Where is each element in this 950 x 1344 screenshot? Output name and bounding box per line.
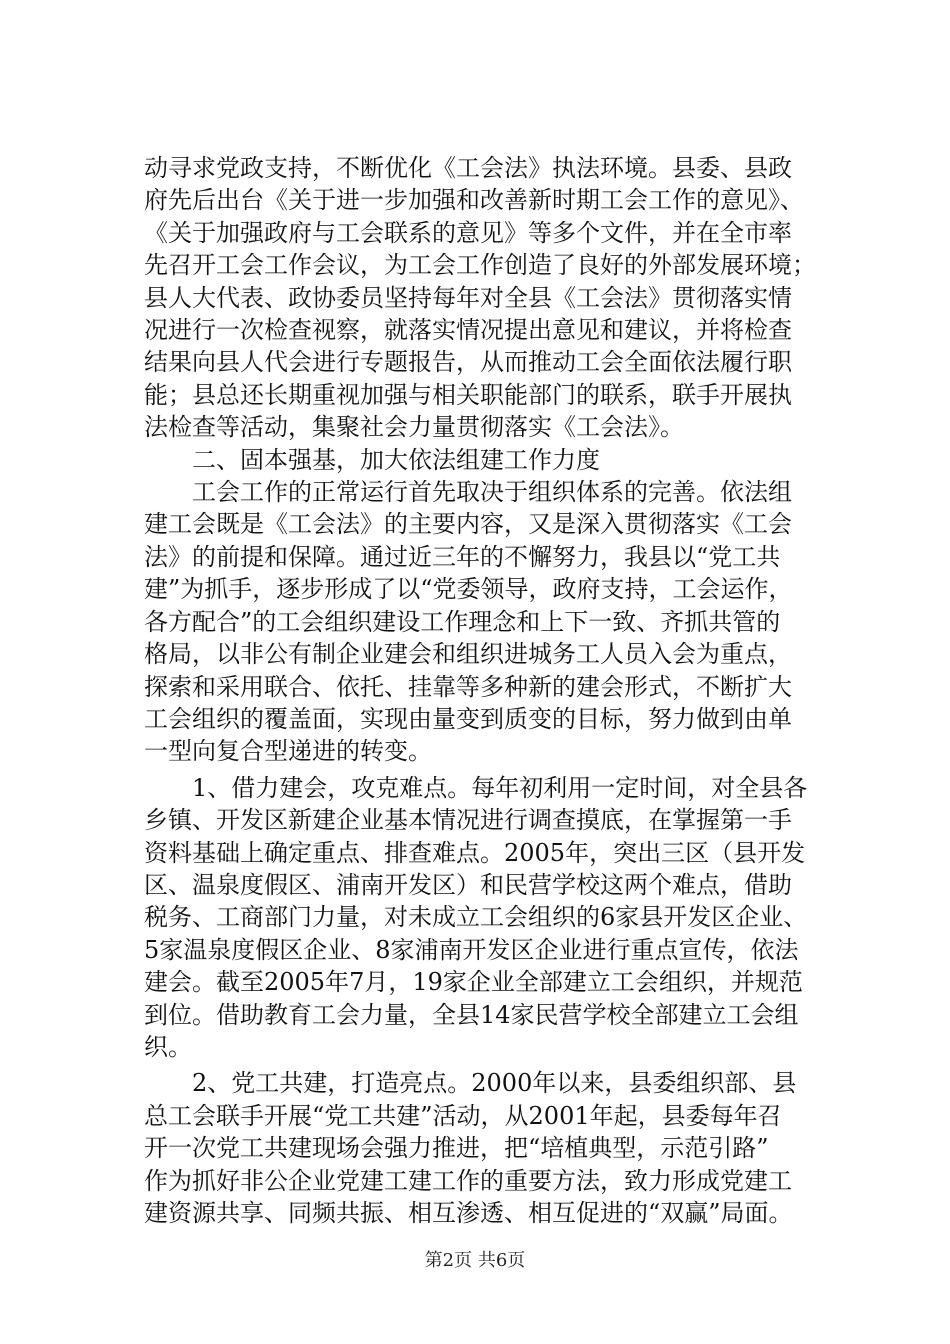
text-line: 建会。截至2005年7月，19家企业全部建立工会组织，并规范	[144, 968, 803, 997]
document-body	[144, 152, 834, 1229]
text-line: 税务、工商部门力量，对未成立工会组织的6家县开发区企业、	[144, 903, 808, 932]
text-line: 5家温泉度假区企业、8家浦南开发区企业进行重点宣传，依法	[144, 935, 799, 964]
text-line: 府先后出台《关于进一步加强和改善新时期工会工作的意见》、	[144, 186, 804, 215]
text-line: 作为抓好非公企业党建工建工作的重要方法，致力形成党建工	[144, 1166, 792, 1195]
text-line: 动寻求党政支持，不断优化《工会法》执法环境。县委、县政	[144, 154, 792, 182]
text-line: 建资源共享、同频共振、相互渗透、相互促进的“双赢”局面。	[144, 1199, 793, 1227]
text-line: 格局，以非公有制企业建会和组织进城务工人员入会为重点，	[144, 640, 792, 669]
text-line: 织。	[144, 1032, 192, 1061]
text-line: 区、温泉度假区、浦南开发区）和民营学校这两个难点，借助	[144, 870, 792, 899]
text-line: 法》的前提和保障。通过近三年的不懈努力，我县以“党工共	[144, 542, 781, 571]
section-heading: 二、固本强基，加大依法组建工作力度	[144, 445, 600, 474]
text-line: 结果向县人代会进行专题报告，从而推动工会全面依法履行职	[144, 348, 792, 377]
text-line: 资料基础上确定重点、排查难点。2005年，突出三区（县开发	[144, 838, 806, 867]
text-line: 况进行一次检查视察，就落实情况提出意见和建议，并将检查	[144, 316, 792, 345]
text-line: 先召开工会工作会议，为工会工作创造了良好的外部发展环境；	[144, 251, 816, 280]
text-line: 能；县总还长期重视加强与相关职能部门的联系，联手开展执	[144, 380, 792, 409]
text-line: 工会工作的正常运行首先取决于组织体系的完善。依法组	[144, 478, 792, 507]
text-line: 总工会联手开展“党工共建”活动，从2001年起，县委每年召	[144, 1101, 782, 1130]
text-line: 2、党工共建，打造亮点。2000年以来，县委组织部、县	[144, 1069, 797, 1098]
text-line: 乡镇、开发区新建企业基本情况进行调查摸底，在掌握第一手	[144, 806, 792, 835]
text-line: 法检查等活动，集聚社会力量贯彻落实《工会法》。	[144, 413, 684, 442]
text-line: 建工会既是《工会法》的主要内容，又是深入贯彻落实《工会	[144, 510, 792, 539]
text-line: 各方配合”的工会组织建设工作理念和上下一致、齐抓共管的	[144, 607, 781, 636]
text-line: 县人大代表、政协委员坚持每年对全县《工会法》贯彻落实情	[144, 283, 792, 312]
page-number: 第2页 共6页	[424, 1250, 526, 1271]
text-line: 开一次党工共建现场会强力推进，把“培植典型，示范引路”	[144, 1134, 769, 1163]
text-line: 工会组织的覆盖面，实现由量变到质变的目标，努力做到由单	[144, 704, 792, 733]
text-line: 《关于加强政府与工会联系的意见》等多个文件，并在全市率	[144, 218, 792, 247]
text-line: 探索和采用联合、依托、挂靠等多种新的建会形式，不断扩大	[144, 672, 792, 701]
text-line: 建”为抓手，逐步形成了以“党委领导，政府支持，工会运作，	[144, 575, 793, 604]
text-line: 到位。借助教育工会力量，全县14家民营学校全部建立工会组	[144, 1000, 799, 1029]
text-line: 1、借力建会，攻克难点。每年初利用一定时间，对全县各	[144, 773, 808, 802]
text-line: 一型向复合型递进的转变。	[144, 737, 432, 766]
